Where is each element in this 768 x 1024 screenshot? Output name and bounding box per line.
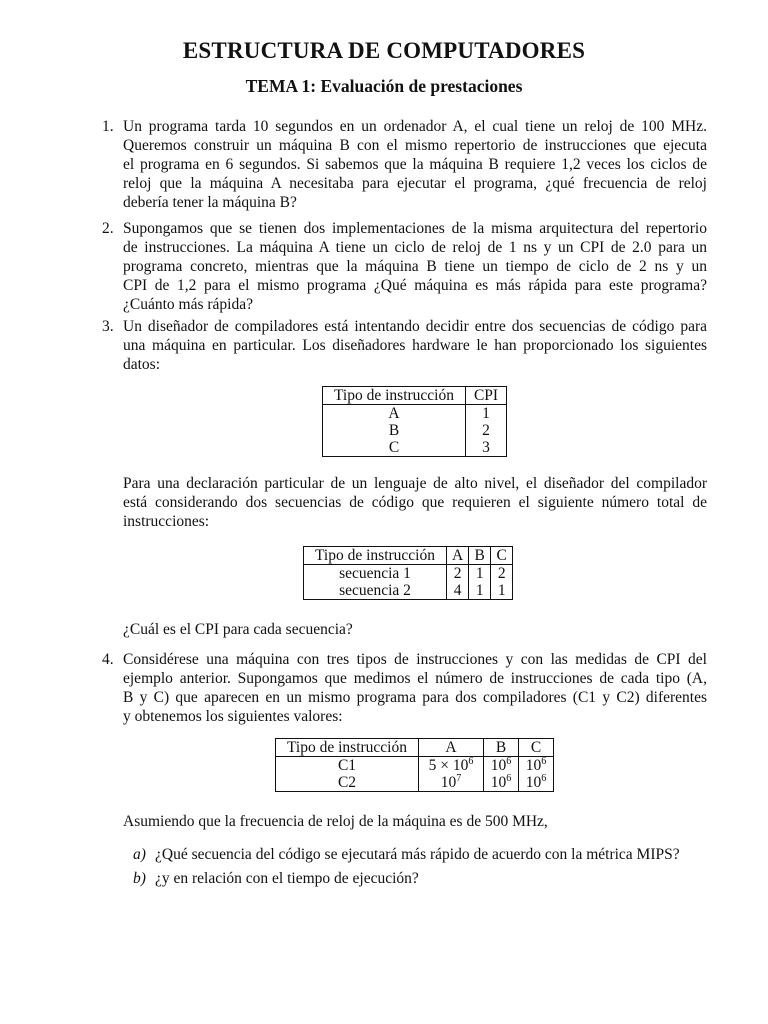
value-base: 10	[525, 756, 542, 774]
text-line: programa concreto, mientras que la máquina B tiene un tiempo de ciclo de 2 ns y un	[123, 258, 707, 275]
text-line: Un diseñador de compiladores está intentando decidir entre dos secuencias de código para	[123, 318, 707, 335]
text-line: ¿Cuál es el CPI para cada secuencia?	[123, 621, 353, 638]
text-line: Supongamos que se tienen dos implementaciones de la misma arquitectura del repertorio	[123, 220, 707, 237]
table-cell: 1	[469, 565, 491, 583]
table-row	[304, 582, 513, 600]
text-line: Queremos construir un máquina B con el mismo repertorio de instrucciones que ejecuta	[123, 137, 707, 154]
table-header: C	[519, 739, 554, 757]
table-cell: B	[323, 422, 466, 439]
problem-2-number: 2.	[102, 220, 114, 237]
sequence-table	[303, 546, 513, 600]
problem-3-number: 3.	[102, 318, 114, 335]
table-header: CPI	[466, 387, 507, 405]
text-line: instrucciones:	[123, 513, 210, 530]
value-base: 10	[490, 756, 507, 774]
table-cell	[519, 774, 554, 792]
compiler-table	[275, 738, 554, 792]
value-base: 10	[525, 773, 542, 791]
document-title: ESTRUCTURA DE COMPUTADORES	[182, 38, 586, 63]
table-header: B	[484, 739, 519, 757]
table-header: Tipo de instrucción	[323, 387, 466, 405]
table-cell: 1	[491, 582, 513, 600]
text-line: Asumiendo que la frecuencia de reloj de la máquina es de 500 MHz,	[123, 813, 548, 830]
table-header: A	[447, 547, 469, 565]
table-row	[323, 405, 507, 423]
value-exponent: 6	[506, 772, 512, 784]
problem-3-text	[123, 317, 707, 374]
text-line: CPI de 1,2 para el mismo programa ¿Qué máquina es más rápida para este programa?	[123, 277, 707, 294]
problem-4-number: 4.	[102, 651, 114, 668]
table-cell: 2	[466, 422, 507, 439]
value-exponent: 7	[456, 772, 462, 784]
table-cell: A	[323, 405, 466, 423]
subitem-b	[133, 869, 419, 888]
table-cell: 2	[447, 565, 469, 583]
problem-4-statement	[123, 812, 707, 831]
subitem-text: ¿y en relación con el tiempo de ejecución?	[155, 870, 419, 887]
text-line: y obtenemos los siguientes valores:	[123, 708, 343, 725]
subitem-label: b)	[133, 870, 146, 887]
text-line: el programa en 6 segundos. Si sabemos que la máquina B requiere 1,2 veces los ciclos de	[123, 156, 707, 173]
subitem-a	[133, 845, 680, 864]
cpi-table	[322, 386, 507, 457]
text-line: reloj que la máquina A necesitaba para ejecutar el programa, ¿qué frecuencia de reloj	[123, 175, 707, 192]
text-line: B y C) que aparecen en un mismo programa para dos compiladores (C1 y C2) diferentes	[123, 689, 707, 706]
table-row	[276, 757, 554, 775]
table-cell: 2	[491, 565, 513, 583]
text-line: debería tener la máquina B?	[123, 194, 297, 211]
text-line: ejemplo anterior. Supongamos que medimos el número de instrucciones de cada tipo (A,	[123, 670, 707, 687]
problem-4-text	[123, 650, 707, 726]
table-header: B	[469, 547, 491, 565]
table-cell: C2	[276, 774, 419, 792]
table-cell	[484, 757, 519, 775]
value-base: 10	[490, 773, 507, 791]
table-cell: C	[323, 439, 466, 457]
table-row	[323, 422, 507, 439]
text-line: Para una declaración particular de un lenguaje de alto nivel, el diseñador del compilador	[123, 475, 707, 492]
table-cell	[419, 774, 484, 792]
table-cell	[419, 757, 484, 775]
text-line: de instrucciones. La máquina A tiene un ciclo de reloj de 1 ns y un CPI de 2.0 para un	[123, 239, 707, 256]
value-base: 10	[440, 773, 457, 791]
table-cell: 4	[447, 582, 469, 600]
table-cell	[484, 774, 519, 792]
table-header: C	[491, 547, 513, 565]
text-line: Considérese una máquina con tres tipos de instrucciones y con las medidas de CPI del	[123, 651, 707, 668]
value-exponent: 6	[506, 755, 512, 767]
value-base: 5 × 10	[428, 756, 469, 774]
table-cell: secuencia 1	[304, 565, 447, 583]
table-header: Tipo de instrucción	[304, 547, 447, 565]
table-header: A	[419, 739, 484, 757]
subitem-text: ¿Qué secuencia del código se ejecutará más rápido de acuerdo con la métrica MIPS?	[155, 846, 680, 863]
text-line: una máquina en particular. Los diseñadores hardware le han proporcionado los siguientes	[123, 337, 707, 354]
table-cell: secuencia 2	[304, 582, 447, 600]
table-cell	[519, 757, 554, 775]
table-row	[323, 439, 507, 457]
value-exponent: 6	[541, 772, 547, 784]
problem-2-text	[123, 219, 707, 314]
table-cell: 3	[466, 439, 507, 457]
text-line: ¿Cuánto más rápida?	[123, 296, 253, 313]
problem-3-text-2	[123, 474, 707, 531]
problem-1-number: 1.	[102, 118, 114, 135]
text-line: Un programa tarda 10 segundos en un ordenador A, el cual tiene un reloj de 100 MHz.	[123, 118, 707, 135]
table-cell: C1	[276, 757, 419, 775]
value-exponent: 6	[468, 755, 474, 767]
document-subtitle: TEMA 1: Evaluación de prestaciones	[245, 76, 523, 96]
text-line: está considerando dos secuencias de código que requieren el siguiente número total de	[123, 494, 707, 511]
text-line: datos:	[123, 356, 161, 373]
problem-3-question	[123, 620, 707, 639]
table-header: Tipo de instrucción	[276, 739, 419, 757]
subitem-label: a)	[133, 846, 146, 863]
table-cell: 1	[469, 582, 491, 600]
value-exponent: 6	[541, 755, 547, 767]
table-cell: 1	[466, 405, 507, 423]
table-row	[276, 774, 554, 792]
table-row	[304, 565, 513, 583]
problem-1-text	[123, 117, 707, 212]
